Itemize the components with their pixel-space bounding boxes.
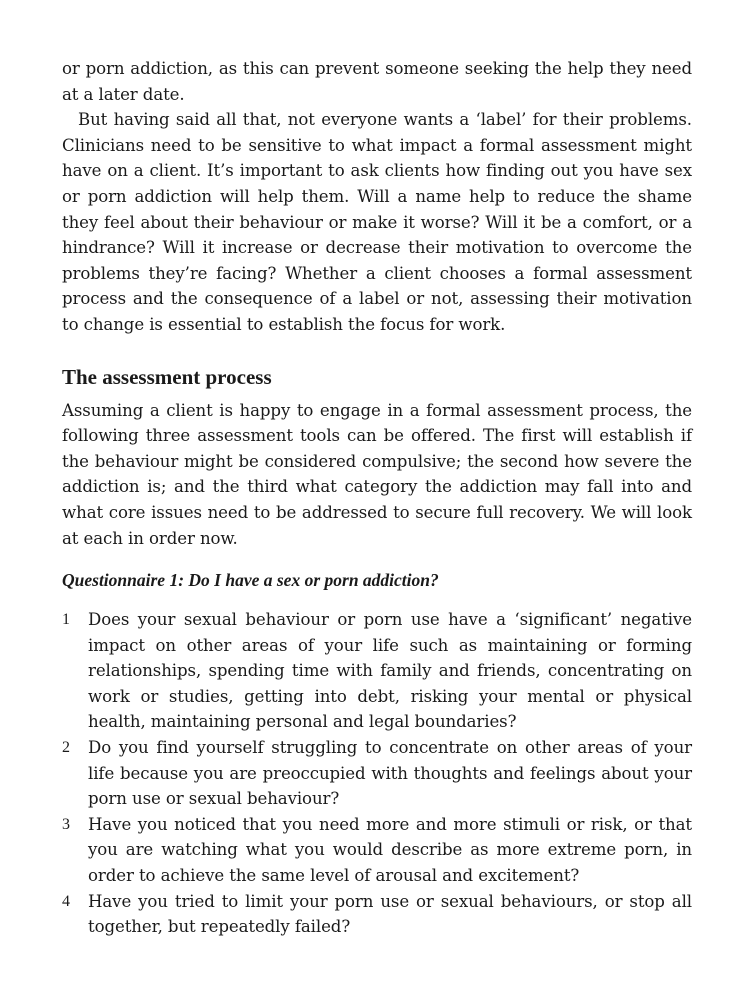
item-number: 2 xyxy=(62,739,70,757)
list-item xyxy=(62,889,692,940)
list-item xyxy=(62,812,692,889)
questionnaire-title: Questionnaire 1: Do I have a sex or porn addiction? xyxy=(62,570,439,591)
item-text: Do you find yourself struggling to concentrate on other areas of your life because you are preoccupied with thoughts and feelings about your porn use or sexual behaviour? xyxy=(88,738,692,809)
item-text: Does your sexual behaviour or porn use have a ‘significant’ negative impact on other areas of your life such as maintaining or forming relationships, spending time with family and friends, concentrating on work or studies, getting into debt, risking your mental or physical health, maintaining personal and legal boundaries? xyxy=(88,610,692,732)
item-text: Have you tried to limit your porn use or sexual behaviours, or stop all together, but repeatedly failed? xyxy=(88,891,692,937)
item-number: 4 xyxy=(62,892,70,910)
list-item xyxy=(62,607,692,735)
list-item xyxy=(62,735,692,812)
questionnaire-list xyxy=(62,607,692,940)
item-text: Have you noticed that you need more and more stimuli or risk, or that you are watching what you would describe as more extreme porn, in order to achieve the same level of arousal and excitement? xyxy=(88,814,692,886)
paragraph-label-discussion: But having said all that, not everyone wants a ‘label’ for their problems. Clinicians need to be sensitive to what impact a formal assessment might have on a client. It’s important to ask clients how finding out you have sex or porn addiction will help them. Will a name help to reduce the shame they feel about their behaviour or make it worse? Will it be a comfort, or a hindrance? Will it increase or decrease their motivation to overcome the problems they’re facing? Whether a client chooses a formal assessment process and the consequence of a label or not, assessing their motivation to change is essential to establish the focus for work. xyxy=(62,110,692,334)
book-page xyxy=(62,56,692,940)
paragraph-continuation: or porn addiction, as this can prevent someone seeking the help they need at a later date. xyxy=(62,59,692,104)
section-heading: The assessment process xyxy=(62,364,272,389)
section-intro-paragraph: Assuming a client is happy to engage in a formal assessment process, the following three assessment tools can be offered. The first will establish if the behaviour might be considered compulsive; the second how severe the addiction is; and the third what category the addiction may fall into and what core issues need to be addressed to secure full recovery. We will look at each in order now. xyxy=(62,400,692,548)
item-number: 3 xyxy=(62,815,70,833)
item-number: 1 xyxy=(62,611,70,629)
